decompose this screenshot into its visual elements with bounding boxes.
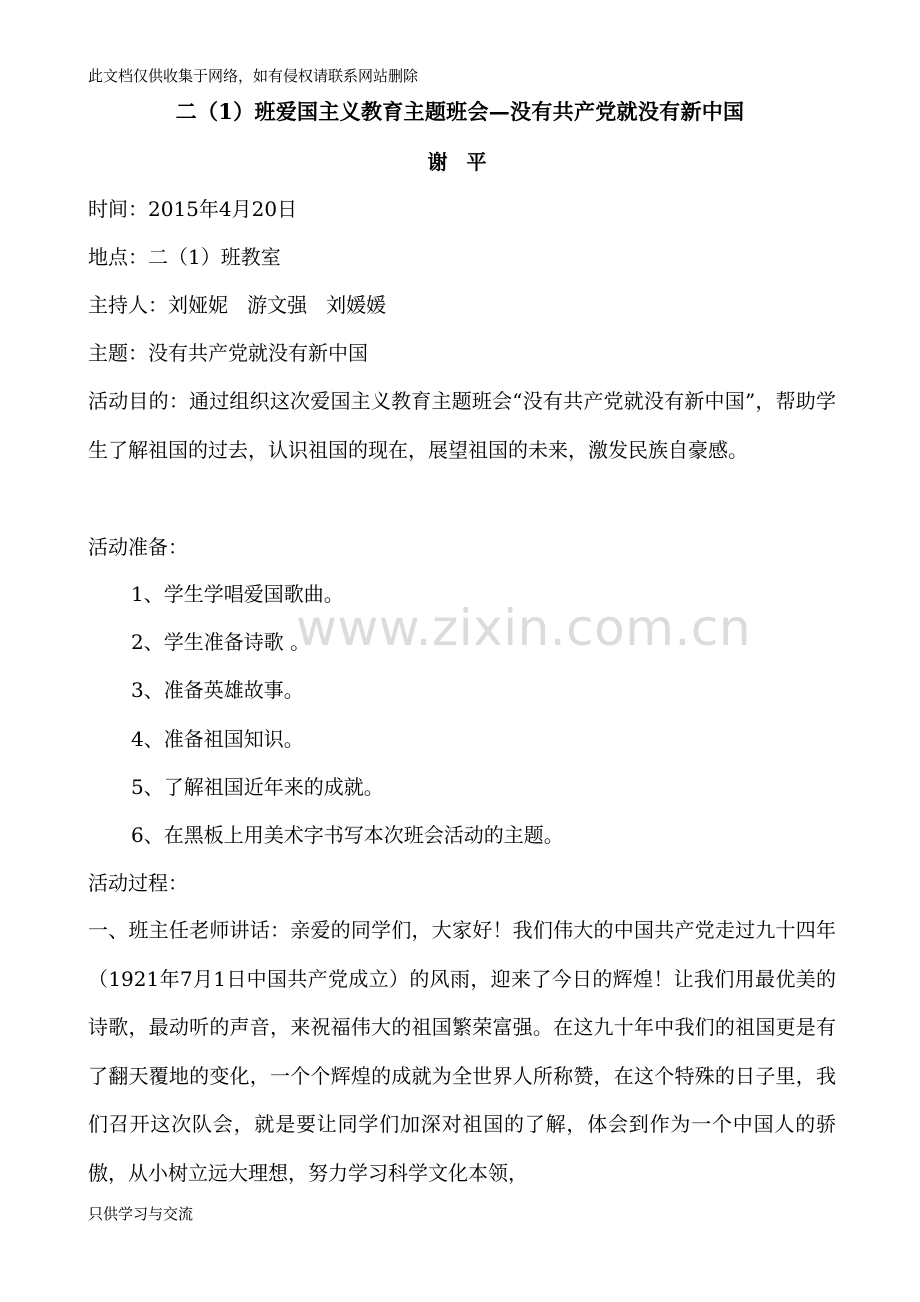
preparation-item: 6、在黑板上用美术字书写本次班会活动的主题。 <box>131 823 564 847</box>
preparation-item: 1、学生学唱爱国歌曲。 <box>131 582 344 606</box>
header-note: 此文档仅供收集于网络，如有侵权请联系网站删除 <box>88 67 419 85</box>
info-time: 时间：2015年4月20日 <box>88 197 298 221</box>
preparation-heading: 活动准备： <box>88 535 188 559</box>
process-heading: 活动过程： <box>88 871 188 895</box>
info-hosts: 主持人：刘娅妮 游文强 刘媛媛 <box>88 293 387 317</box>
info-place: 地点：二（1）班教室 <box>88 245 281 269</box>
watermark: www.zixin.com.cn <box>296 599 752 657</box>
preparation-item: 5、了解祖国近年来的成就。 <box>131 775 384 799</box>
preparation-item: 3、准备英雄故事。 <box>131 678 304 702</box>
process-paragraph: 一、班主任老师讲话：亲爱的同学们，大家好！我们伟大的中国共产党走过九十四年（1921年7月1日中国共产党成立）的风雨，迎来了今日的辉煌！让我们用最优美的诗歌，最动听的声音，来祝福伟大的祖国繁荣富强。在这九十年中我们的祖国更是有了翻天覆地的变化，一个个辉煌的成就为全世界人所称赞，在这个特殊的日子里，我们召开这次队会，就是要让同学们加深对祖国的了解，体会到作为一个中国人的骄傲，从小树立远大理想，努力学习科学文化本领， <box>88 918 836 1185</box>
purpose-paragraph: 活动目的：通过组织这次爱国主义教育主题班会“没有共产党就没有新中国”，帮助学生了解祖国的过去，认识祖国的现在，展望祖国的未来，激发民族自豪感。 <box>88 389 836 462</box>
info-theme: 主题：没有共产党就没有新中国 <box>88 341 368 365</box>
preparation-item: 2、学生准备诗歌 。 <box>131 630 311 654</box>
footer-note: 只供学习与交流 <box>88 1205 194 1223</box>
document-title: 二（1）班爱国主义教育主题班会—没有共产党就没有新中国 <box>175 99 745 124</box>
preparation-item: 4、准备祖国知识。 <box>131 727 304 751</box>
document-author: 谢 平 <box>427 150 493 174</box>
